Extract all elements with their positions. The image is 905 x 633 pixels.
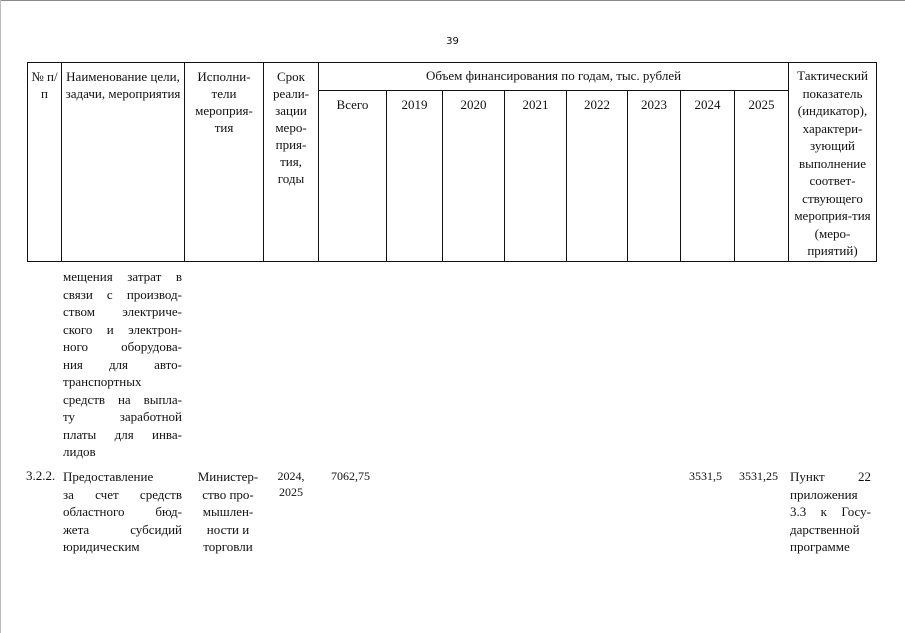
header-col-2023: 2023 [628,91,681,262]
header-col-indicator: Тактический показатель (индикатор), характери-зующий выполнение соответ-ствующего мероприя-тия (меро-приятий) [789,63,877,262]
row-2024: 3531,5 [689,469,722,483]
page-number: 39 [446,36,459,47]
header-col-2022: 2022 [567,91,628,262]
header-col-total: Всего [319,91,387,262]
header-col-2025: 2025 [735,91,789,262]
header-col-2020: 2020 [443,91,505,262]
header-col-2024: 2024 [681,91,735,262]
header-col-term: Срок реали-зации меро-прия-тия, годы [264,63,319,262]
header-col-2019: 2019 [387,91,443,262]
row-executors: Министер- ство про- мышлен- ности и торговли [197,469,259,554]
scan-edge-top [0,0,905,1]
row-2025: 3531,25 [739,469,778,483]
header-col-2021: 2021 [505,91,567,262]
scan-edge-left [0,0,1,633]
row-number: 3.2.2. [26,468,56,483]
continuation-text: мещения затрат в связи с производ- ством электриче- ского и электрон- ного оборудова- ния для авто- транспортных средств на выпла- ту заработной платы для инва- лидов [63,269,182,459]
header-col-executors: Исполни-тели мероприя-тия [185,63,264,262]
row-name: Предоставление за счет средств областного бюд- жета субсидий юридическим [63,469,182,554]
row-indicator: Пункт 22 приложения 3.3 к Госу- дарственной программе [790,469,871,554]
row-term: 2024, 2025 [277,469,305,499]
header-col-number: № п/п [28,63,62,262]
row-total: 7062,75 [331,469,370,483]
header-col-finance: Объем финансирования по годам, тыс. рублей [319,63,789,91]
header-col-name: Наименование цели, задачи, мероприятия [62,63,185,262]
header-table [27,62,877,262]
